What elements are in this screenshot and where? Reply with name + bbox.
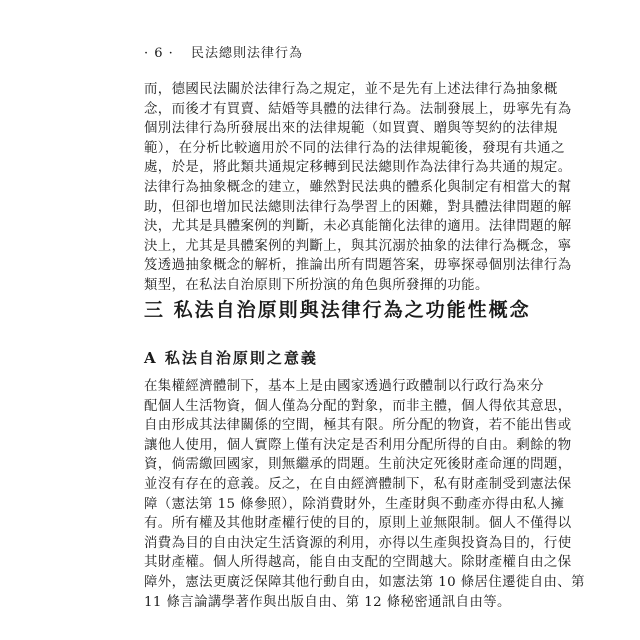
text-line: 類型，在私法自治原則下所扮演的角色與所發揮的功能。 (144, 277, 489, 293)
text-line: 念，而後才有買賣、結婚等具體的法律行為。法制發展上，毋寧先有為 (144, 101, 572, 117)
text-line: 笈透過抽象概念的解析，推論出所有問題答案，毋寧探尋個別法律行為 (144, 258, 572, 274)
text-line: 處，於是，將此類共通規定移轉到民法總則作為法律行為共通的規定。 (144, 160, 572, 176)
paragraph-1 (144, 80, 572, 296)
text-line: 在集權經濟體制下，基本上是由國家透過行政體制以行政行為來分 (144, 379, 544, 394)
section-heading: 三 私法自治原則與法律行為之功能性概念 (144, 299, 531, 321)
text-line: 個別法律行為所發展出來的法律規範（如買賣、贈與等契約的法律規 (144, 121, 558, 137)
text-line: 法律行為抽象概念的建立，雖然對民法典的體系化與制定有相當大的幫 (144, 179, 572, 195)
text-line: 資，倘需繳回國家，則無繼承的問題。生前決定死後財產命運的問題， (144, 457, 572, 473)
text-line: 其財產權。個人所得越高，能自由支配的空間越大。除財產權自由之保 (144, 555, 572, 571)
text-line: 並沒有存在的意義。反之，在自由經濟體制下，私有財產制受到憲法保 (144, 476, 572, 492)
text-line: 11 條言論講學著作與出版自由、第 12 條秘密通訊自由等。 (144, 594, 511, 610)
text-line: 助，但卻也增加民法總則法律行為學習上的困難，對具體法律問題的解 (144, 199, 572, 215)
page-header (144, 42, 303, 61)
text-line: 決，尤其是具體案例的判斷，未必真能簡化法律的適用。法律問題的解 (144, 219, 572, 235)
subsection-heading: A 私法自治原則之意義 (144, 349, 318, 367)
text-line: 讓他人使用，個人實際上僅有決定是否利用分配所得的自由。剩餘的物 (144, 437, 572, 453)
text-line: 而，德國民法關於法律行為之規定，並不是先有上述法律行為抽象概 (144, 82, 558, 97)
text-line: 自由形成其法律關係的空間，極其有限。所分配的物資，若不能出售或 (144, 418, 572, 434)
text-line: 障（憲法第 15 條參照），除消費財外，生產財與不動產亦得由私人擁 (144, 496, 565, 512)
text-line: 有。所有權及其他財產權行使的目的，原則上並無限制。個人不僅得以 (144, 516, 572, 532)
text-line: 範），在分析比較適用於不同的法律行為的法律規範後，發現有共通之 (144, 140, 565, 156)
text-line: 障外，憲法更廣泛保障其他行動自由，如憲法第 10 條居住遷徙自由、第 (144, 574, 585, 590)
text-line: 消費為目的自由決定生活資源的利用，亦得以生產與投資為目的，行使 (144, 535, 572, 551)
text-line: 配個人生活物資，個人僅為分配的對象，而非主體，個人得依其意思， (144, 398, 572, 414)
running-title: 民法總則法律行為 (190, 46, 303, 61)
text-line: 決上，尤其是具體案例的判斷上，與其沉溺於抽象的法律行為概念，寧 (144, 238, 572, 254)
page-number: · 6 · (144, 46, 174, 61)
paragraph-2 (144, 377, 585, 612)
